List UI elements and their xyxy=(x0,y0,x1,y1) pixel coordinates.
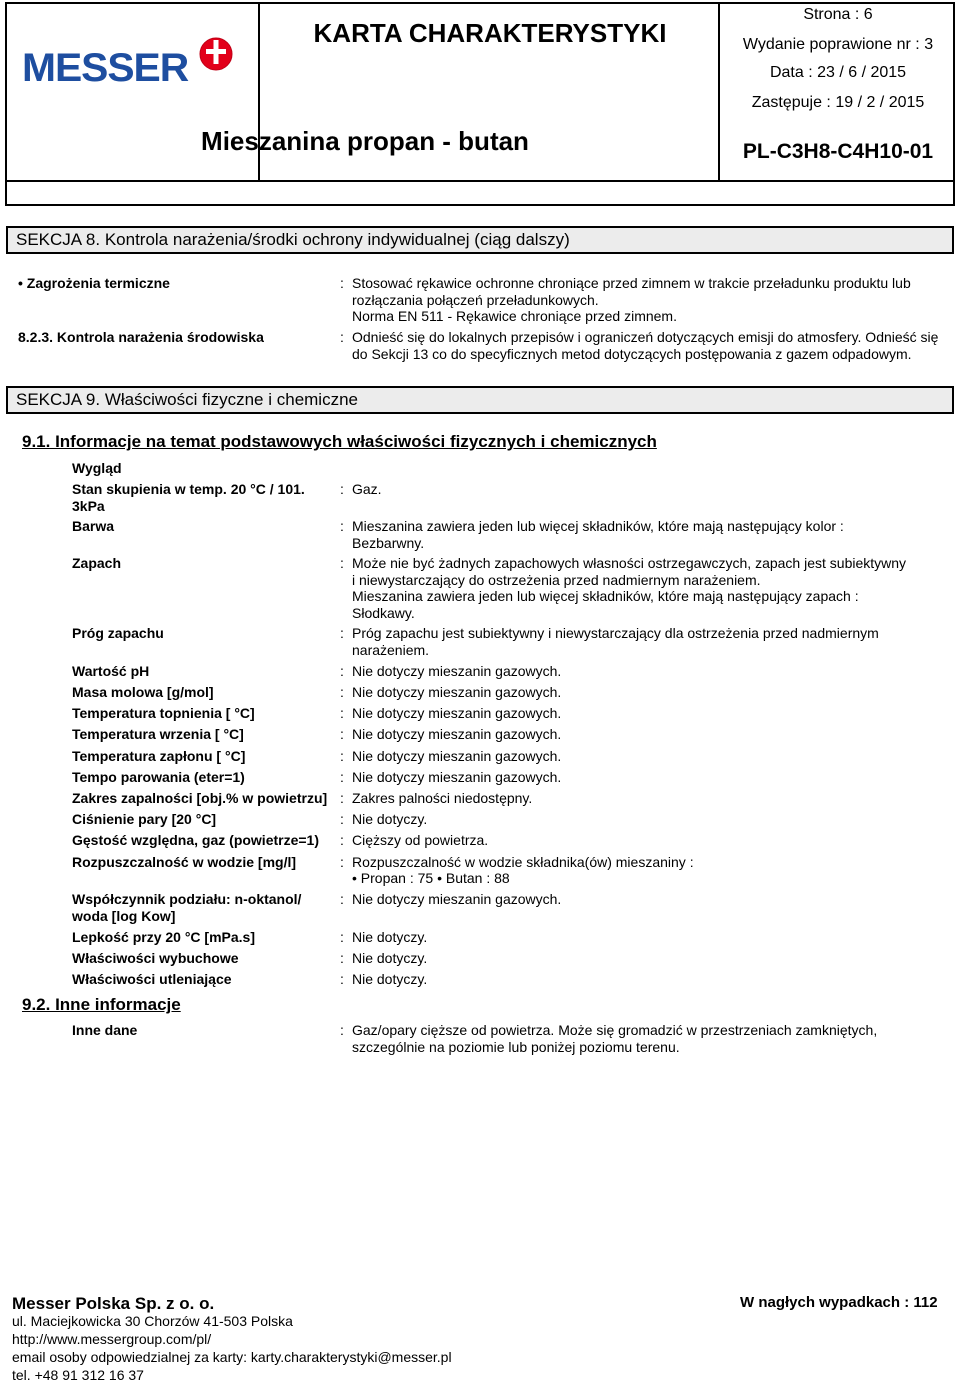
separator: : xyxy=(340,748,344,764)
property-value: Nie dotyczy mieszanin gazowych. xyxy=(352,705,562,721)
property-label: Temperatura topnienia [ °C] xyxy=(72,705,255,721)
property-value: Nie dotyczy. xyxy=(352,950,428,966)
product-code: PL-C3H8-C4H10-01 xyxy=(742,140,934,163)
property-value: Nie dotyczy mieszanin gazowych. xyxy=(352,769,562,785)
thermal-label-text: Zagrożenia termiczne xyxy=(26,275,170,291)
separator: : xyxy=(340,811,344,827)
page-number: Strona : 6 xyxy=(803,6,873,23)
header-divider xyxy=(718,2,720,182)
contact-phone: tel. +48 91 312 16 37 xyxy=(12,1367,144,1383)
property-label: Temperatura wrzenia [ °C] xyxy=(72,726,244,742)
date: Data : 23 / 6 / 2015 xyxy=(769,64,907,81)
property-label: Stan skupienia w temp. 20 °C / 101. 3kPa xyxy=(72,481,305,514)
separator: : xyxy=(340,726,344,742)
separator: : xyxy=(340,790,344,806)
company-address: ul. Maciejkowicka 30 Chorzów 41-503 Polska xyxy=(12,1313,293,1329)
thermal-hazards-value: Stosować rękawice ochronne chroniące przed zimnem w trakcie przeładunku produktu lub rozłączania połączeń przeładunkowych. xyxy=(352,275,911,308)
property-label: Ciśnienie pary [20 °C] xyxy=(72,811,217,827)
separator: : xyxy=(340,950,344,966)
subsection-9-1: 9.1. Informacje na temat podstawowych właściwości fizycznych i chemicznych xyxy=(22,432,657,451)
other-data-value: Gaz/opary cięższe od powietrza. Może się gromadzić w przestrzeniach zamkniętych, szczególnie na poziomie lub poniżej poziomu terenu. xyxy=(352,1022,878,1055)
thermal-hazards-label: • Zagrożenia termiczne xyxy=(18,275,170,291)
separator: : xyxy=(340,769,344,785)
property-label: Temperatura zapłonu [ °C] xyxy=(72,748,246,764)
property-value: Próg zapachu jest subiektywny i niewystarczający dla ostrzeżenia przed nadmiernym narażeniem. xyxy=(352,625,879,658)
separator: : xyxy=(340,555,344,571)
property-label: Tempo parowania (eter=1) xyxy=(72,769,245,785)
env-exposure-value: Odnieść się do lokalnych przepisów i ograniczeń dotyczących emisji do atmosfery. Odnieść się do Sekcji 13 co do specyficznych metod dotyczących postępowania z gazem odpadowym. xyxy=(352,329,939,362)
property-value: Nie dotyczy mieszanin gazowych. xyxy=(352,663,562,679)
separator: : xyxy=(340,891,344,907)
messer-emblem-icon xyxy=(198,36,234,72)
property-label: Zapach xyxy=(72,555,122,571)
separator: : xyxy=(340,929,344,945)
property-value: Cięższy od powietrza. xyxy=(352,832,489,848)
contact-email[interactable]: email osoby odpowiedzialnej za karty: karty.charakterystyki@messer.pl xyxy=(12,1349,452,1365)
property-value: Nie dotyczy mieszanin gazowych. xyxy=(352,891,562,907)
thermal-hazards-norm: Norma EN 511 - Rękawice chroniące przed zimnem. xyxy=(352,308,677,324)
revision: Wydanie poprawione nr : 3 xyxy=(742,36,934,53)
property-label: Gęstość względna, gaz (powietrze=1) xyxy=(72,832,320,848)
separator: : xyxy=(340,1022,344,1038)
property-value: Nie dotyczy. xyxy=(352,929,428,945)
section-9-title: SEKCJA 9. Właściwości fizyczne i chemiczne xyxy=(6,386,954,414)
section-8-title: SEKCJA 8. Kontrola narażenia/środki ochrony indywidualnej (ciąg dalszy) xyxy=(6,226,954,254)
property-value: Rozpuszczalność w wodzie składnika(ów) mieszaniny : xyxy=(352,854,694,870)
emergency-number: W nagłych wypadkach : 112 xyxy=(740,1294,938,1311)
property-value: Nie dotyczy mieszanin gazowych. xyxy=(352,726,562,742)
property-label: Zakres zapalności [obj.% w powietrzu] xyxy=(72,790,328,806)
property-label: Masa molowa [g/mol] xyxy=(72,684,214,700)
document-title: KARTA CHARAKTERYSTYKI xyxy=(313,18,667,48)
property-value-extra: • Propan : 75 • Butan : 88 xyxy=(352,870,510,886)
separator: : xyxy=(340,832,344,848)
property-label: Próg zapachu xyxy=(72,625,164,641)
subsection-9-2: 9.2. Inne informacje xyxy=(22,995,181,1014)
separator: : xyxy=(340,684,344,700)
property-value: Nie dotyczy. xyxy=(352,811,428,827)
company-website[interactable]: http://www.messergroup.com/pl/ xyxy=(12,1331,212,1347)
property-label: Właściwości wybuchowe xyxy=(72,950,239,966)
company-name: Messer Polska Sp. z o. o. xyxy=(12,1294,215,1313)
separator: : xyxy=(340,518,344,534)
property-label: Wartość pH xyxy=(72,663,150,679)
product-name: Mieszanina propan - butan xyxy=(201,126,529,156)
logo-text: MESSER xyxy=(22,46,189,90)
supersedes: Zastępuje : 19 / 2 / 2015 xyxy=(751,94,925,111)
property-label: Barwa xyxy=(72,518,115,534)
separator: : xyxy=(340,705,344,721)
separator: : xyxy=(340,971,344,987)
other-data-label: Inne dane xyxy=(72,1022,138,1038)
appearance-heading: Wygląd xyxy=(72,460,122,476)
property-label: Lepkość przy 20 °C [mPa.s] xyxy=(72,929,255,945)
property-value: Mieszanina zawiera jeden lub więcej składników, które mają następujący kolor : Bezbarwny. xyxy=(352,518,844,551)
property-label: Współczynnik podziału: n-oktanol/ woda [log Kow] xyxy=(72,891,302,924)
property-label: Właściwości utleniające xyxy=(72,971,232,987)
property-value: Nie dotyczy. xyxy=(352,971,428,987)
property-value: Gaz. xyxy=(352,481,382,497)
separator: : xyxy=(340,329,344,345)
property-value: Nie dotyczy mieszanin gazowych. xyxy=(352,748,562,764)
property-value: Może nie być żadnych zapachowych własności ostrzegawczych, zapach jest subiektywny i niewystarczający do ostrzeżenia przed nadmiernym narażeniem. xyxy=(352,555,907,588)
property-value: Nie dotyczy mieszanin gazowych. xyxy=(352,684,562,700)
separator: : xyxy=(340,481,344,497)
separator: : xyxy=(340,663,344,679)
separator: : xyxy=(340,854,344,870)
env-exposure-label: 8.2.3. Kontrola narażenia środowiska xyxy=(18,329,264,345)
separator: : xyxy=(340,625,344,641)
header-divider xyxy=(5,180,955,182)
separator: : xyxy=(340,275,344,291)
messer-logo xyxy=(22,34,240,94)
property-value: Zakres palności niedostępny. xyxy=(352,790,533,806)
property-label: Rozpuszczalność w wodzie [mg/l] xyxy=(72,854,297,870)
property-value-extra: Mieszanina zawiera jeden lub więcej składników, które mają następujący zapach : Słodkawy. xyxy=(352,588,859,621)
